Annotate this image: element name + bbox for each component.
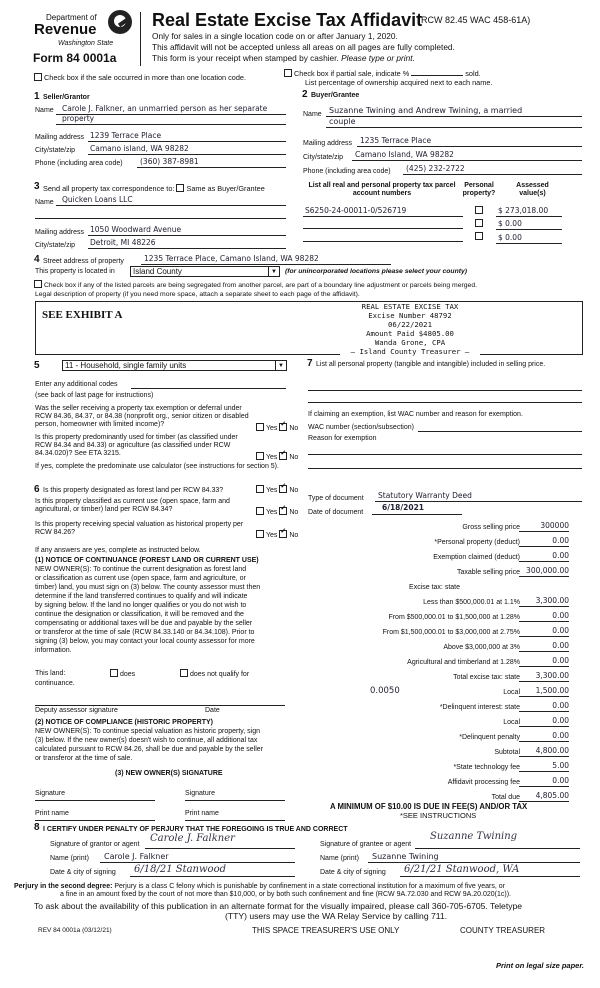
- correspondence-city-label: City/state/zip: [35, 242, 76, 249]
- delinquent-interest-state-field[interactable]: 0.00: [519, 702, 569, 712]
- no-label: No: [289, 454, 299, 461]
- local-excise-field[interactable]: 1,500.00: [519, 687, 569, 697]
- section-8-number: 8: [34, 822, 40, 833]
- stamp-date: 06/22/2021: [388, 320, 432, 329]
- timber-yes-checkbox[interactable]: [256, 452, 264, 460]
- buyer-city-field[interactable]: Camano Island, WA 98282: [355, 150, 454, 159]
- reason-label: Reason for exemption: [308, 435, 377, 442]
- forest-no-checkbox[interactable]: [279, 485, 287, 493]
- agricultural-field[interactable]: 0.00: [519, 657, 569, 667]
- notice-2-text: calculated pursuant to RCW 84.26, shall be due and payable by the seller: [35, 746, 264, 753]
- historic-no-checkbox[interactable]: [279, 530, 287, 538]
- segregated-checkbox[interactable]: [34, 280, 42, 288]
- new-owner-signature-field[interactable]: [35, 800, 155, 801]
- seller-phone-label: Phone (including area code): [35, 160, 123, 167]
- delinquent-interest-state-label: *Delinquent interest: state: [439, 704, 520, 711]
- see-exhibit-text: SEE EXHIBIT A: [42, 309, 123, 321]
- header-line-1: Only for sales in a single location code on or after January 1, 2020.: [152, 31, 398, 41]
- tty-note: (TTY) users may use the WA Relay Service by calling 711.: [225, 911, 448, 921]
- total-due-field[interactable]: 4,805.00: [519, 792, 569, 802]
- tier-1-label: Less than $500,000.01 at 1.1%: [423, 599, 520, 606]
- county-select-value: Island County: [133, 267, 182, 276]
- processing-fee-field[interactable]: 0.00: [519, 777, 569, 787]
- unincorporated-note: (for unincorporated locations please select your county): [285, 268, 468, 275]
- technology-fee-label: *State technology fee: [453, 764, 520, 771]
- notice-1-text: determine if the land transferred continues to qualify and will indicate: [35, 593, 248, 600]
- partial-sale-percent-field[interactable]: [411, 75, 463, 76]
- washington-logo-icon: [108, 10, 132, 34]
- no-label: No: [289, 509, 299, 516]
- notice-2-text: NEW OWNER(S): To continue special valuation as historic property, sign: [35, 728, 260, 735]
- tier-4-label: Above $3,000,000 at 3%: [443, 644, 520, 651]
- tier-1-field[interactable]: 3,300.00: [519, 597, 569, 607]
- delinquent-penalty-field[interactable]: 0.00: [519, 732, 569, 742]
- personal-property-deduct-field[interactable]: 0.00: [519, 537, 569, 547]
- seller-mailing-field[interactable]: 1239 Terrace Place: [90, 131, 162, 140]
- assessed-value-col-header: Assessed value(s): [516, 182, 549, 198]
- tier-3-field[interactable]: 0.00: [519, 627, 569, 637]
- seller-name-label: Name: [35, 107, 54, 114]
- section-4-number: 4: [34, 254, 40, 265]
- notice-1-text: signing (3) below, you may contact your local county assessor for more: [35, 638, 255, 645]
- partial-sale-checkbox[interactable]: [284, 69, 292, 77]
- certify-statement: I CERTIFY UNDER PENALTY OF PERJURY THAT THE FOREGOING IS TRUE AND CORRECT: [43, 826, 348, 833]
- header-line-3-emphasis: Please type or print.: [341, 53, 415, 63]
- personal-property-field[interactable]: [308, 390, 582, 391]
- current-use-no-checkbox[interactable]: [279, 507, 287, 515]
- grantor-date-city-field[interactable]: 6/18/21 Stanwood: [134, 864, 227, 875]
- notice-1-text: or classification as current use (open space, farm and agriculture, or: [35, 575, 246, 582]
- additional-codes-label: Enter any additional codes: [35, 381, 118, 388]
- grantee-date-city-field[interactable]: 6/21/21 Stanwood, WA: [404, 864, 520, 875]
- grantee-signature: Suzanne Twining: [430, 831, 518, 842]
- state-label: Washington State: [58, 40, 114, 47]
- does-not-label: does not qualify for: [190, 671, 250, 678]
- document-date-field[interactable]: 6/18/2021: [382, 503, 425, 512]
- dept-label: Department of: [46, 13, 97, 22]
- total-excise-state-field[interactable]: 3,300.00: [519, 672, 569, 682]
- does-label: does: [120, 671, 136, 678]
- timber-no-checkbox[interactable]: [279, 452, 287, 460]
- segregated-label: Check box if any of the listed parcels are being segregated from another parcel, are part of a boundary line adjustment or parcels being merged.: [44, 282, 477, 289]
- local-rate-field[interactable]: 0.0050: [370, 686, 400, 696]
- correspondence-name-label: Name: [35, 199, 54, 206]
- perjury-text-2: a fine in an amount fixed by the court of not more than $10,000, or by both such confinement and fine (RCW 9A.72.030 and RCW 9A.20.020(1c)).: [60, 891, 511, 898]
- section-3-number: 3: [34, 181, 40, 192]
- signature-label-2: Signature: [185, 790, 215, 797]
- personal-property-deduct-label: *Personal property (deduct): [434, 539, 520, 546]
- parcel-number-field[interactable]: S6250-24-00011-0/526719: [305, 206, 407, 215]
- local-excise-label: Local: [503, 689, 520, 696]
- current-use-question: Is this property classified as current use (open space, farm and agricultural, or timber) land per RCW 84.34?: [35, 498, 230, 514]
- this-land-label: This land:: [35, 670, 66, 677]
- correspondence-mailing-label: Mailing address: [35, 229, 85, 236]
- perjury-heading: Perjury in the second degree:: [14, 883, 113, 890]
- section-6-number: 6: [34, 484, 40, 495]
- new-owner-print-name-field-2[interactable]: [185, 820, 285, 821]
- buyer-name-label: Name: [303, 111, 322, 118]
- exemption-deduct-field[interactable]: 0.00: [519, 552, 569, 562]
- parcel-number-field[interactable]: [303, 228, 463, 229]
- forest-yes-checkbox[interactable]: [256, 485, 264, 493]
- notice-1-text: NEW OWNER(S): To continue the current designation as forest land: [35, 566, 247, 573]
- tier-4-field[interactable]: 0.00: [519, 642, 569, 652]
- partial-sale-label: Check box if partial sale, indicate %: [294, 69, 410, 78]
- notice-2-text: or transferor at the time of sale.: [35, 755, 133, 762]
- alternate-format-note: To ask about the availability of this publication in an alternate format for the visually impaired, please call 360-705-6705. Teletype: [34, 901, 523, 911]
- if-any-note: If any answers are yes, complete as instructed below.: [35, 547, 201, 554]
- personal-property-col-header: Personal property?: [462, 182, 496, 198]
- no-label: No: [289, 425, 299, 432]
- grantor-date-city-label: Date & city of signing: [50, 869, 116, 876]
- exemption-no-checkbox[interactable]: [279, 423, 287, 431]
- land-use-select-value: 11 - Household, single family units: [65, 361, 187, 370]
- section-2-number: 2: [302, 89, 308, 100]
- buyer-heading: Buyer/Grantee: [311, 92, 360, 99]
- seller-phone-field[interactable]: (360) 387-8981: [140, 157, 199, 166]
- gross-selling-price-field[interactable]: 300000: [519, 522, 569, 532]
- sold-label: sold.: [465, 69, 481, 78]
- ownership-note: List percentage of ownership acquired next to each name.: [305, 78, 493, 87]
- new-owner-signature-field-2[interactable]: [185, 800, 285, 801]
- buyer-phone-label: Phone (including area code): [303, 168, 391, 175]
- stamp-line-1: REAL ESTATE EXCISE TAX: [361, 302, 459, 311]
- seller-city-label: City/state/zip: [35, 147, 76, 154]
- document-date-label: Date of document: [308, 509, 364, 516]
- section-5-number: 5: [34, 360, 40, 371]
- buyer-mailing-field[interactable]: 1235 Terrace Place: [360, 136, 432, 145]
- yes-label: Yes: [266, 425, 278, 432]
- notice-1-text: continue the designation or classification, it will be removed and the: [35, 611, 244, 618]
- notice-2-text: (3) below. If the new owner(s) doesn't wish to continue, all additional tax: [35, 737, 258, 744]
- personal-property-checkbox[interactable]: [475, 232, 483, 240]
- correspondence-heading: Send all property tax correspondence to:: [43, 184, 175, 193]
- perjury-text: Perjury is a class C felony which is punishable by confinement in a state correctional institution for a maximum of five years, or: [114, 883, 505, 890]
- assessed-value-field[interactable]: $ 0.00: [498, 233, 522, 242]
- tier-2-field[interactable]: 0.00: [519, 612, 569, 622]
- notice-1-text: timber) land, you must sign on (3) below. The county assessor must then: [35, 584, 261, 591]
- notice-2-title: (2) NOTICE OF COMPLIANCE (HISTORIC PROPERTY): [35, 719, 213, 726]
- buyer-city-label: City/state/zip: [303, 154, 344, 161]
- does-qualify-checkbox[interactable]: [110, 669, 118, 677]
- stamp-amount-paid: Amount Paid $4805.00: [366, 329, 454, 338]
- chevron-down-icon[interactable]: ▼: [275, 361, 286, 370]
- multi-location-label: Check box if the sale occurred in more than one location code.: [44, 73, 246, 82]
- continuance-label: continuance.: [35, 680, 75, 687]
- yes-label: Yes: [266, 532, 278, 539]
- section-7-number: 7: [307, 358, 313, 369]
- see-instructions-note: *SEE INSTRUCTIONS: [400, 811, 477, 820]
- exemption-question: Was the seller receiving a property tax exemption or deferral under RCW 84.36, 84.37, or 84.38 (nonprofit org., senior citizen or disabled person, homeowner with limited income)?: [35, 405, 249, 429]
- notice-1-text: information.: [35, 647, 72, 654]
- header-line-2: This affidavit will not be accepted unless all areas on all pages are fully completed.: [152, 42, 455, 52]
- agricultural-label: Agricultural and timberland at 1.28%: [407, 659, 520, 666]
- seller-mailing-label: Mailing address: [35, 134, 85, 141]
- yes-label: Yes: [266, 509, 278, 516]
- form-number: Form 84 0001a: [33, 51, 117, 65]
- deputy-date-label: Date: [205, 707, 220, 714]
- grantee-signature-label: Signature of grantee or agent: [320, 841, 412, 848]
- grantor-signature: Carole J. Falkner: [150, 833, 235, 844]
- taxable-selling-price-label: Taxable selling price: [456, 569, 520, 576]
- form-title: Real Estate Excise Tax Affidavit: [152, 10, 423, 30]
- deputy-signature-label: Deputy assessor signature: [35, 707, 118, 714]
- total-due-label: Total due: [491, 794, 520, 801]
- delinquent-interest-local-label: Local: [503, 719, 520, 726]
- subtotal-label: Subtotal: [494, 749, 520, 756]
- timber-question: Is this property predominantly used for timber (as classified under RCW 84.34 and 84.33) or agriculture (as classified under RCW 84.34.020)? See ETA 3215.: [35, 434, 238, 458]
- processing-fee-label: Affidavit processing fee: [447, 779, 520, 786]
- tier-3-label: From $1,500,000.01 to $3,000,000 at 2.75%: [382, 629, 520, 636]
- assessed-value-field[interactable]: $ 0.00: [498, 219, 522, 228]
- minimum-fee-note: A MINIMUM OF $10.00 IS DUE IN FEE(S) AND/OR TAX: [330, 802, 528, 811]
- buyer-phone-field[interactable]: (425) 232-2722: [406, 164, 465, 173]
- grantee-signature-field[interactable]: [415, 848, 580, 849]
- treasurer-use-label: THIS SPACE TREASURER'S USE ONLY: [252, 926, 400, 935]
- exemption-deduct-label: Exemption claimed (deduct): [433, 554, 520, 561]
- seller-name-field-line-2[interactable]: property: [62, 114, 95, 123]
- yes-label: Yes: [266, 487, 278, 494]
- seller-city-field[interactable]: Camano island, WA 98282: [90, 144, 189, 153]
- revision-label: REV 84 0001a (03/12/21): [38, 927, 112, 934]
- grantee-name-label: Name (print): [320, 855, 359, 862]
- notice-1-text: or transferor at the time of sale (RCW 84.33.140 or 84.34.108). Prior to: [35, 629, 255, 636]
- subtotal-field[interactable]: 4,800.00: [519, 747, 569, 757]
- current-use-yes-checkbox[interactable]: [256, 507, 264, 515]
- taxable-selling-price-field[interactable]: 300,000.00: [519, 567, 569, 577]
- legal-description-label: Legal description of property (if you need more space, attach a separate sheet to each page of the affidavit).: [35, 291, 360, 298]
- county-treasurer-label: COUNTY TREASURER: [460, 926, 546, 935]
- personal-property-checkbox[interactable]: [475, 219, 483, 227]
- grantor-name-field[interactable]: Carole J. Falkner: [104, 852, 169, 861]
- wac-number-field[interactable]: [418, 431, 582, 432]
- delinquent-penalty-label: *Delinquent penalty: [459, 734, 520, 741]
- stamp-excise-number: Excise Number 48792: [368, 311, 452, 320]
- see-back-note: (see back of last page for instructions): [35, 392, 154, 399]
- grantee-date-city-label: Date & city of signing: [320, 869, 386, 876]
- chevron-down-icon[interactable]: ▼: [268, 267, 279, 276]
- buyer-mailing-label: Mailing address: [303, 140, 353, 147]
- wac-number-label: WAC number (section/subsection): [308, 424, 414, 431]
- buyer-name-field[interactable]: Suzanne Twining and Andrew Twining, a married: [329, 106, 523, 115]
- legal-size-note: Print on legal size paper.: [496, 961, 584, 970]
- total-excise-state-label: Total excise tax: state: [453, 674, 520, 681]
- signature-label: Signature: [35, 790, 65, 797]
- header-divider: [140, 12, 141, 66]
- section-1-number: 1: [34, 91, 40, 102]
- parcel-number-field[interactable]: [303, 241, 463, 242]
- reason-field[interactable]: [308, 454, 582, 455]
- grantee-name-field[interactable]: Suzanne Twining: [372, 852, 439, 861]
- historic-question: Is this property receiving special valuation as historical property per RCW 84.26?: [35, 521, 244, 537]
- print-name-label-2: Print name: [185, 810, 219, 817]
- if-yes-note: If yes, complete the predominate use calculator (see instructions for section 5).: [35, 463, 279, 470]
- print-name-label: Print name: [35, 810, 69, 817]
- no-label: No: [289, 532, 299, 539]
- correspondence-name-field[interactable]: Quicken Loans LLC: [62, 195, 133, 204]
- header-line-3: This form is your receipt when stamped by cashier.: [152, 53, 339, 63]
- document-type-field[interactable]: Statutory Warranty Deed: [378, 491, 472, 500]
- revenue-label: Revenue: [34, 21, 97, 38]
- rcw-reference: (RCW 82.45 WAC 458-61A): [418, 15, 531, 25]
- located-in-label: This property is located in: [35, 268, 115, 275]
- grantor-signature-label: Signature of grantor or agent: [50, 841, 140, 848]
- document-type-label: Type of document: [308, 495, 364, 502]
- correspondence-city-field[interactable]: Detroit, MI 48226: [90, 238, 156, 247]
- tier-2-label: From $500,000.01 to $1,500,000 at 1.28%: [388, 614, 520, 621]
- county-select[interactable]: [130, 266, 280, 277]
- stamp-treasurer-title: — Island County Treasurer —: [340, 348, 480, 356]
- forest-question: Is this property designated as forest land per RCW 84.33?: [43, 487, 224, 494]
- historic-yes-checkbox[interactable]: [256, 530, 264, 538]
- notice-1-title: (1) NOTICE OF CONTINUANCE (FOREST LAND OR CURRENT USE): [35, 557, 259, 564]
- no-label: No: [289, 487, 299, 494]
- claiming-exemption-label: If claiming an exemption, list WAC number and reason for exemption.: [308, 411, 523, 418]
- stamp-treasurer-name: Wanda Grone, CPA: [374, 338, 446, 347]
- notice-1-text: by signing below. If the land no longer qualifies or you do not wish to: [35, 602, 247, 609]
- technology-fee-field[interactable]: 5.00: [519, 762, 569, 772]
- land-use-select[interactable]: [62, 360, 287, 371]
- parcel-col-header: List all real and personal property tax parcel account numbers: [308, 182, 456, 198]
- grantor-name-label: Name (print): [50, 855, 89, 862]
- street-address-field[interactable]: 1235 Terrace Place, Camano Island, WA 98282: [144, 254, 319, 263]
- correspondence-mailing-field[interactable]: 1050 Woodward Avenue: [90, 225, 182, 234]
- grantor-signature-field[interactable]: [145, 848, 295, 849]
- excise-tax-state-label: Excise tax: state: [409, 584, 460, 591]
- personal-property-checkbox[interactable]: [475, 206, 483, 214]
- same-as-buyer-checkbox[interactable]: [176, 184, 184, 192]
- same-as-buyer-label: Same as Buyer/Grantee: [186, 184, 265, 193]
- seller-heading: Seller/Grantor: [43, 94, 90, 101]
- additional-codes-field[interactable]: [131, 388, 286, 389]
- street-address-label: Street address of property: [43, 258, 124, 265]
- notice-1-text: compensating or additional taxes will be due and payable by the seller: [35, 620, 253, 627]
- yes-label: Yes: [266, 454, 278, 461]
- assessed-value-field[interactable]: $ 273,018.00: [498, 206, 549, 215]
- multi-location-checkbox[interactable]: [34, 73, 42, 81]
- exemption-yes-checkbox[interactable]: [256, 423, 264, 431]
- gross-selling-price-label: Gross selling price: [462, 524, 520, 531]
- buyer-name-field-line-2[interactable]: couple: [329, 117, 356, 126]
- new-owner-signature-heading: (3) NEW OWNER(S) SIGNATURE: [115, 770, 223, 777]
- delinquent-interest-local-field[interactable]: 0.00: [519, 717, 569, 727]
- seller-name-field[interactable]: Carole J. Falkner, an unmarried person as her separate: [62, 104, 268, 113]
- new-owner-print-name-field[interactable]: [35, 820, 155, 821]
- deputy-signature-field[interactable]: [35, 705, 285, 706]
- personal-property-label: List all personal property (tangible and intangible) included in selling price.: [316, 361, 546, 368]
- does-not-qualify-checkbox[interactable]: [180, 669, 188, 677]
